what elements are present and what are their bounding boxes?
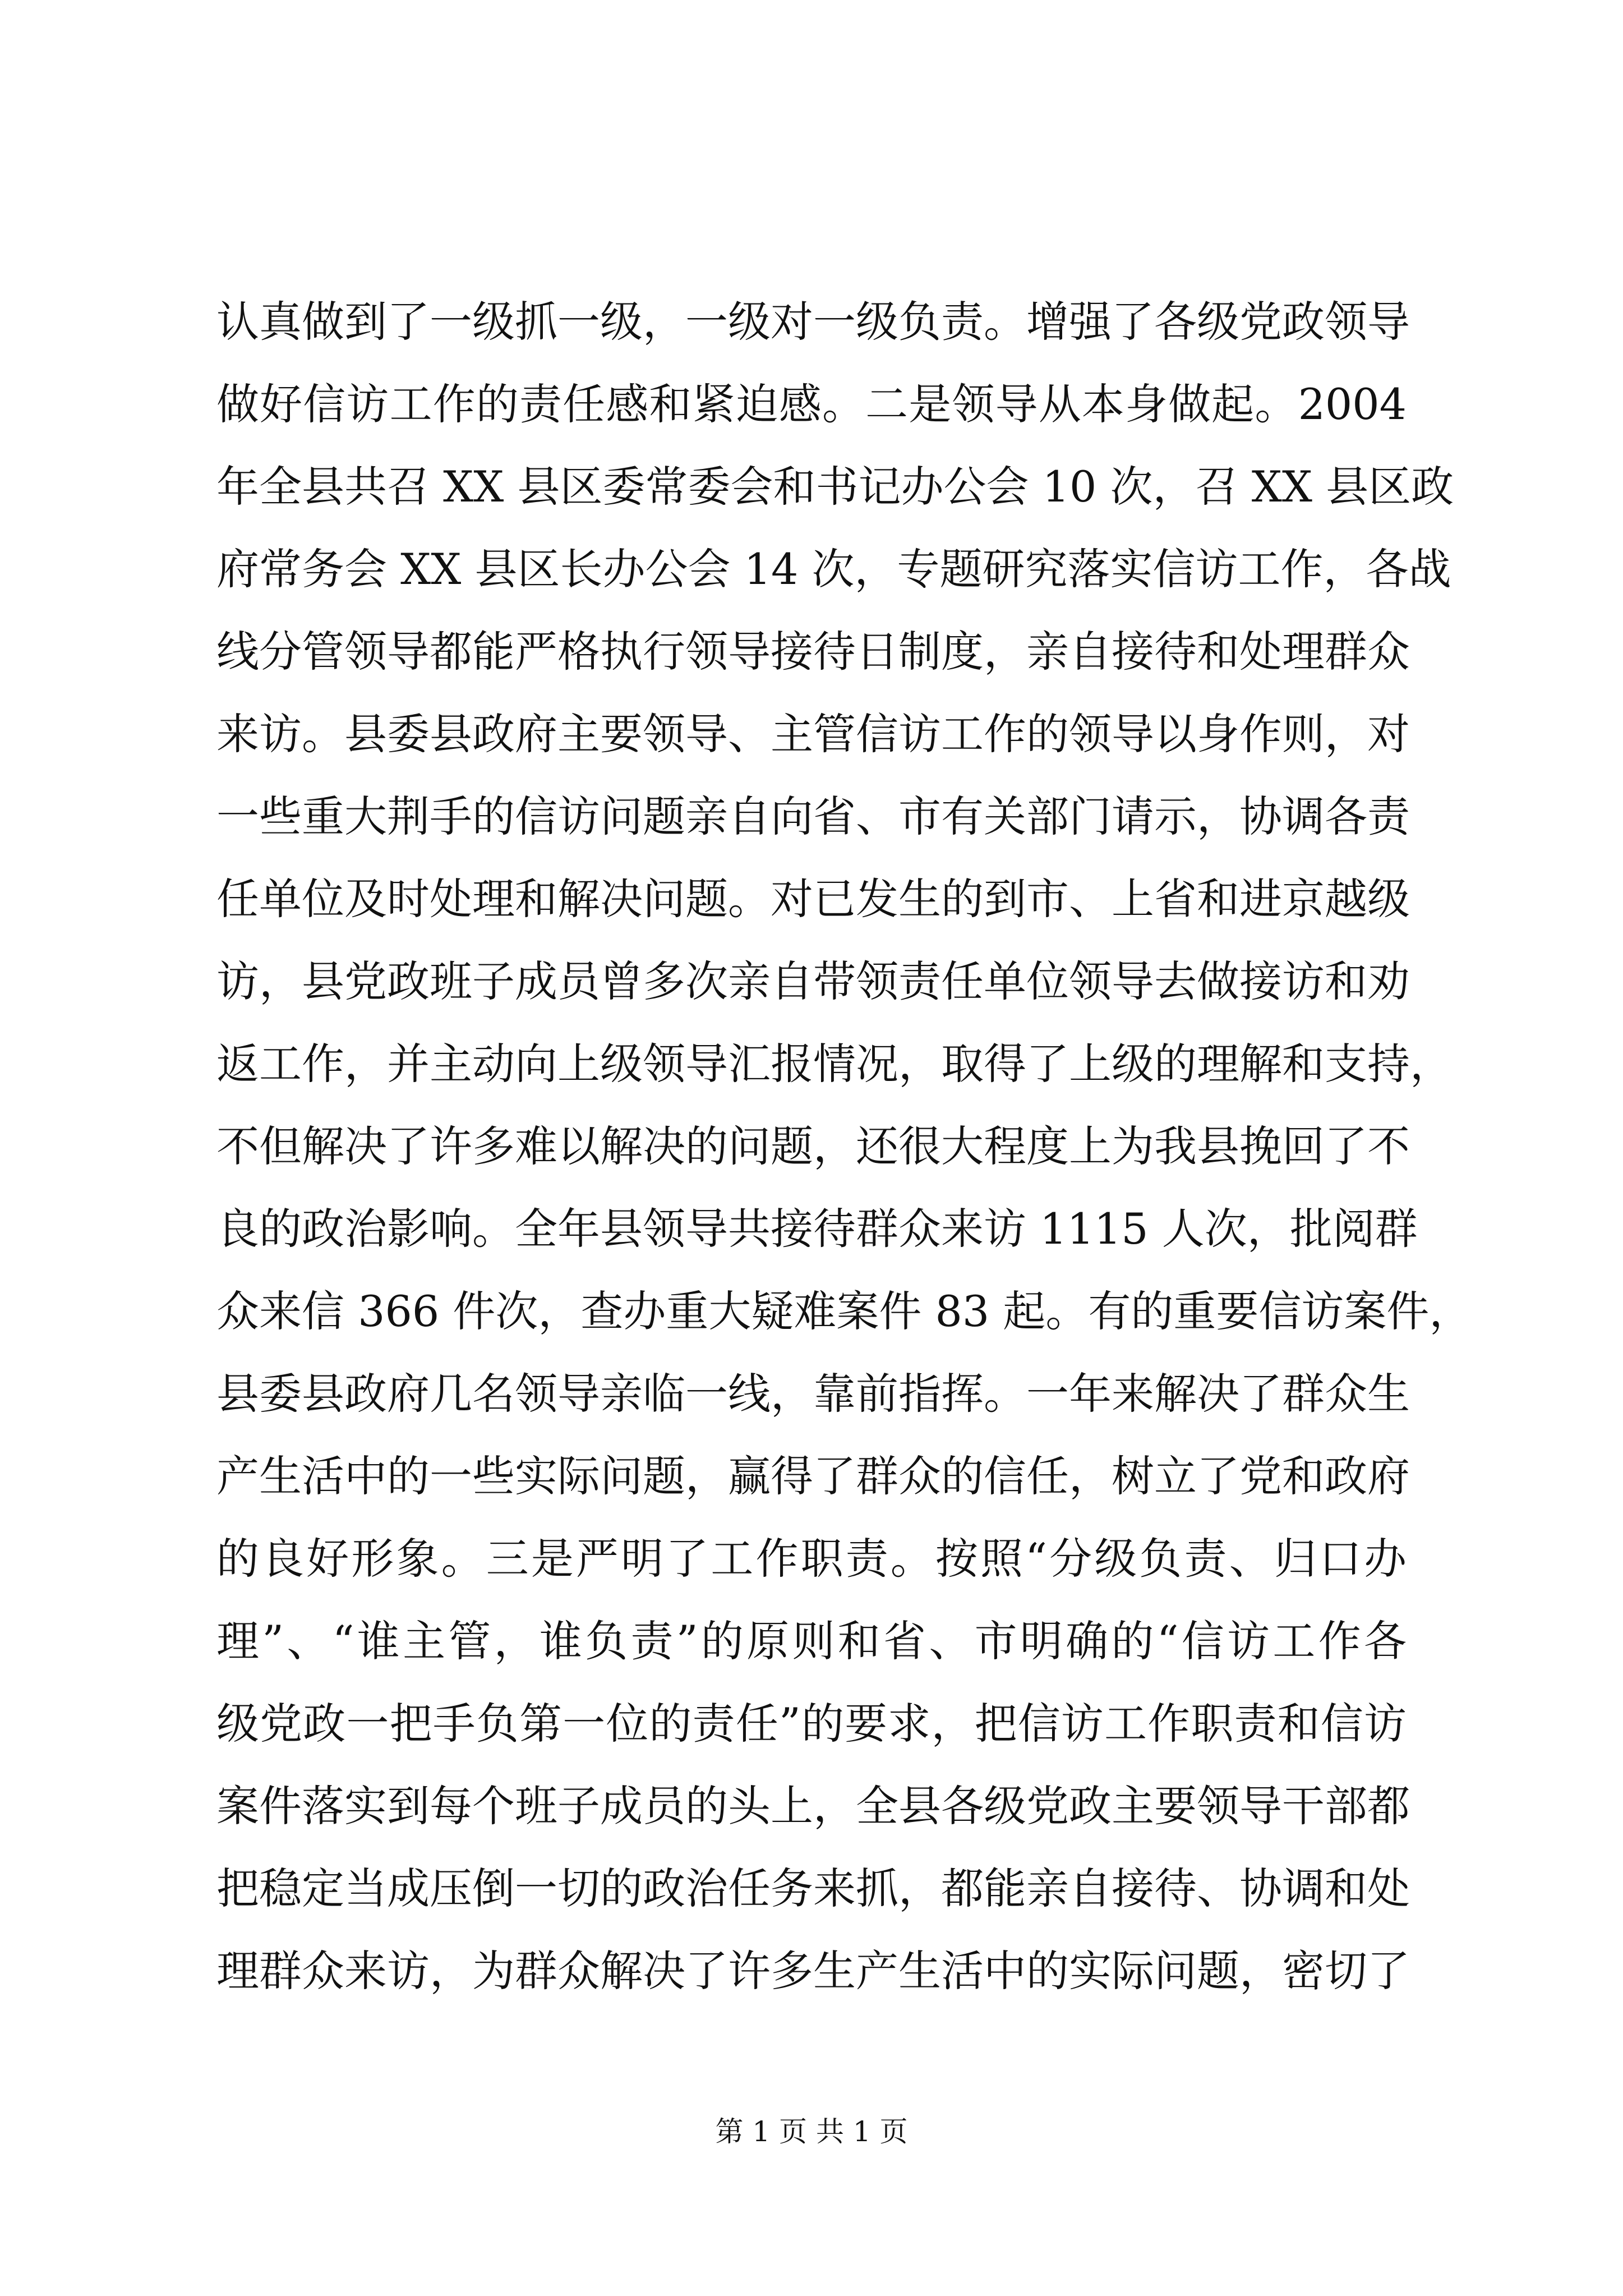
text-line: 任单位及时处理和解决问题。对已发生的到市、上省和进京越级 (216, 874, 1410, 924)
text-line: 返工作，并主动向上级领导汇报情况，取得了上级的理解和支持， (216, 1039, 1453, 1089)
text-line: 良的政治影响。全年县领导共接待群众来访 1115 人次，批阅群 (216, 1204, 1418, 1254)
text-line: 县委县政府几名领导亲临一线，靠前指挥。一年来解决了群众生 (216, 1369, 1410, 1419)
text-line: 做好信访工作的责任感和紧迫感。二是领导从本身做起。2004 (216, 379, 1407, 429)
text-line: 来访。县委县政府主要领导、主管信访工作的领导以身作则，对 (216, 709, 1410, 759)
text-line: 线分管领导都能严格执行领导接待日制度，亲自接待和处理群众 (216, 627, 1410, 677)
body-text (216, 280, 1472, 2012)
text-line: 访，县党政班子成员曾多次亲自带领责任单位领导去做接访和劝 (216, 956, 1410, 1006)
text-line: 把稳定当成压倒一切的政治任务来抓，都能亲自接待、协调和处 (216, 1864, 1410, 1913)
text-line: 年全县共召 XX 县区委常委会和书记办公会 10 次，召 XX 县区政 (216, 462, 1454, 512)
text-line: 产生活中的一些实际问题，赢得了群众的信任，树立了党和政府 (216, 1451, 1410, 1501)
page-number-label: 第 1 页 共 1 页 (715, 2115, 908, 2148)
text-line: 认真做到了一级抓一级，一级对一级负责。增强了各级党政领导 (216, 297, 1410, 347)
text-line: 的良好形象。三是严明了工作职责。按照“分级负责、归口办 (216, 1534, 1407, 1584)
text-line: 级党政一把手负第一位的责任”的要求，把信访工作职责和信访 (216, 1699, 1407, 1749)
text-line: 一些重大荆手的信访问题亲自向省、市有关部门请示，协调各责 (216, 792, 1410, 841)
text-line: 不但解决了许多难以解决的问题，还很大程度上为我县挽回了不 (216, 1121, 1410, 1171)
text-line: 案件落实到每个班子成员的头上，全县各级党政主要领导干部都 (216, 1781, 1410, 1831)
text-line: 府常务会 XX 县区长办公会 14 次，专题研究落实信访工作，各战 (216, 544, 1451, 594)
text-line: 众来信 366 件次，查办重大疑难案件 83 起。有的重要信访案件， (216, 1286, 1472, 1336)
text-line: 理群众来访，为群众解决了许多生产生活中的实际问题，密切了 (216, 1946, 1410, 1996)
text-line: 理”、“谁主管，谁负责”的原则和省、市明确的“信访工作各 (216, 1616, 1407, 1666)
page-footer (0, 2112, 1623, 2151)
